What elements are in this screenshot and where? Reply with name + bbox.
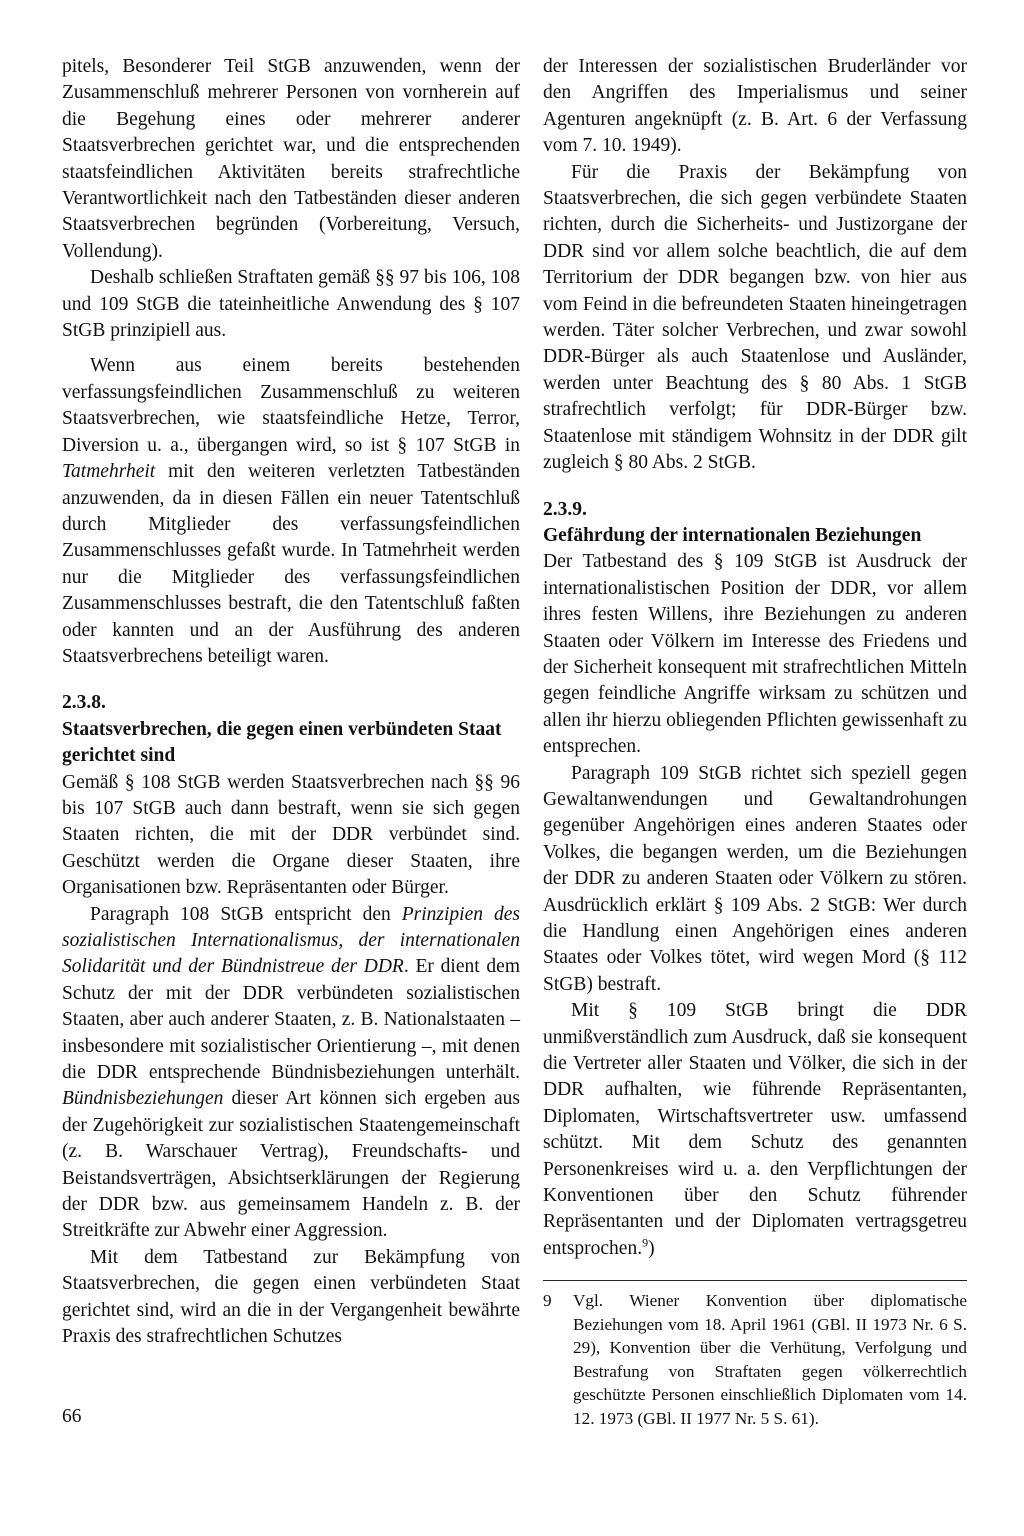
paragraph: Gemäß § 108 StGB werden Staatsverbrechen nach §§ 96 bis 107 StGB auch dann bestraft, wenn sie sich gegen Staaten richten, die mit der DDR verbündet sind. Geschützt werden die Organe dieser Staaten, ihre Organisationen bzw. Repräsentanten oder Bürger.: [62, 771, 520, 899]
section-title-238: Staatsverbrechen, die gegen einen verbündeten Staat gerichtet sind: [62, 718, 502, 767]
paragraph: Mit dem Tatbestand zur Bekämpfung von Staatsverbrechen, die gegen einen verbündeten Staat gerichtet sind, wird an die in der Vergangenheit bewährte Praxis des strafrechtlichen Schutzes: [62, 1246, 520, 1348]
section-number-238: 2.3.8.: [62, 692, 106, 714]
section-number-239: 2.3.9.: [543, 498, 587, 520]
paragraph-continued: der Interessen der sozialistischen Bruderländer vor den Angriffen des Imperialismus und seiner Agenturen angeknüpft (z. B. Art. 6 der Verfassung vom 7. 10. 1949).: [543, 56, 967, 157]
paragraph-tatmehrheit: Wenn aus einem bereits bestehenden verfassungsfeindlichen Zusammenschluß zu weiteren Staatsverbrechen, wie staatsfeindliche Hetze, Terror, Diversion u. a., übergangen wird, so ist § 107 StGB in Tatmehrheit mit den weiteren verletzten Tatbeständen anzuwenden, da in diesen Fällen ein neuer Tatentschluß durch Mitglieder des verfassungsfeindlichen Zusammenschlusses gefaßt wurde. In Tatmehrheit werden nur die Mitglieder des verfassungsfeindlichen Zusammenschlusses bestraft, die den Tatentschluß faßten oder kannten und an der Ausführung des anderen Staatsverbrechens beteiligt waren.: [62, 355, 520, 667]
emphasis-alliance: Bündnisbeziehungen: [62, 1088, 224, 1110]
paragraph: Für die Praxis der Bekämpfung von Staatsverbrechen, die sich gegen verbündete Staaten richten, durch die Sicherheits- und Justizorgane der DDR sind vor allem solche beachtlich, die auf dem Territorium der DDR begangen bzw. von hier aus vom Feind in die befreundeten Staaten hineingetragen werden. Täter solcher Verbrechen, und zwar sowohl DDR-Bürger als auch Staatenlose und Ausländer, werden unter Beachtung des § 80 Abs. 1 StGB strafrechtlich verfolgt; für DDR-Bürger bzw. Staatenlose mit ständigem Wohnsitz in der DDR gilt zugleich § 80 Abs. 2 StGB.: [543, 161, 967, 474]
paragraph: Mit § 109 StGB bringt die DDR unmißverständlich zum Ausdruck, daß sie konsequent die Vertreter aller Staaten und Völker, die sich in der DDR aufhalten, wie führende Repräsentanten, Diplomaten, Wirtschaftsvertreter usw. umfassend schützt. Mit dem Schutz des genannten Personenkreises wird u. a. den Verpflichtungen der Konventionen über den Schutz führender Repräsentanten und der Diplomaten vertragsgetreu entsprochen.$^9$): [543, 1000, 967, 1259]
footnote-reference: 9: [642, 1235, 649, 1250]
left-column: [62, 54, 520, 1351]
footnote-number: 9: [543, 1291, 552, 1311]
footnote-text: Vgl. Wiener Konvention über diplomatische Beziehungen vom 18. April 1961 (GBl. II 1973 Nr. 6 S. 29), Konvention über die Verhütung, Verfolgung und Bestrafung von Straftaten gegen völkerrechtlich geschützte Personen einschließlich Diplomaten vom 14. 12. 1973 (GBl. II 1977 Nr. 5 S. 61).: [573, 1291, 967, 1428]
section-title-239: Gefährdung der internationalen Beziehungen: [543, 524, 922, 546]
emphasis-principles: Prinzipien des sozialistischen Internationalismus, der internationalen Solidarität und der Bündnistreue der DDR: [62, 903, 520, 978]
right-column: [543, 54, 967, 1430]
emphasis-tatmehrheit: Tatmehrheit: [62, 461, 156, 483]
paragraph: Deshalb schließen Straftaten gemäß §§ 97 bis 106, 108 und 109 StGB die tateinheitliche Anwendung des § 107 StGB prinzipiell aus.: [62, 267, 520, 342]
footnote: [543, 1289, 967, 1430]
page-number: 66: [62, 1406, 82, 1427]
paragraph: Paragraph 109 StGB richtet sich speziell gegen Gewaltanwendungen und Gewaltandrohungen gegenüber Angehörigen eines anderen Staates oder Volkes, die begangen werden, um die Beziehungen der DDR zu anderen Staaten oder Völkern zu stören. Ausdrücklich erklärt § 109 Abs. 2 StGB: Wer durch die Handlung einen Angehörigen eines anderen Staates oder Volkes tötet, wird wegen Mord (§ 112 StGB) bestraft.: [543, 762, 967, 995]
paragraph: Der Tatbestand des § 109 StGB ist Ausdruck der internationalistischen Position der DDR, vor allem ihres festen Willens, ihre Beziehungen zu anderen Staaten oder Völkern im Interesse des Friedens und der Sicherheit konsequent mit strafrechtlichen Mitteln gegen feindliche Angriffe wirksam zu schützen und allen ihr hierzu obliegenden Pflichten gewissenhaft zu entsprechen.: [543, 551, 967, 758]
footnote-divider: [543, 1280, 967, 1281]
paragraph-principles: Paragraph 108 StGB entspricht den Prinzipien des sozialistischen Internationalismus, der internationalen Solidarität und der Bündnistreue der DDR. Er dient dem Schutz der mit der DDR verbündeten sozialistischen Staaten, aber auch anderer Staaten, z. B. Nationalstaaten – insbesondere mit sozialistischer Orientierung –, mit denen die DDR entsprechende Bündnisbeziehungen unterhält. Bündnisbeziehungen dieser Art können sich ergeben aus der Zugehörigkeit zur sozialistischen Staatengemeinschaft (z. B. Warschauer Vertrag), Freundschafts- und Beistandsverträgen, Absichtserklärungen der Regierung der DDR bzw. aus gemeinsamem Handeln z. B. der Streitkräfte zur Abwehr einer Aggression.: [62, 903, 520, 1242]
paragraph-continued: pitels, Besonderer Teil StGB anzuwenden, wenn der Zusammenschluß mehrerer Personen von vornherein auf die Begehung eines oder mehrerer anderer Staatsverbrechen gerichtet war, und die entsprechenden staatsfeindlichen Aktivitäten bereits strafrechtliche Verantwortlichkeit nach den Tatbeständen dieser anderen Staatsverbrechen begründen (Vorbereitung, Versuch, Vollendung).: [62, 56, 520, 262]
